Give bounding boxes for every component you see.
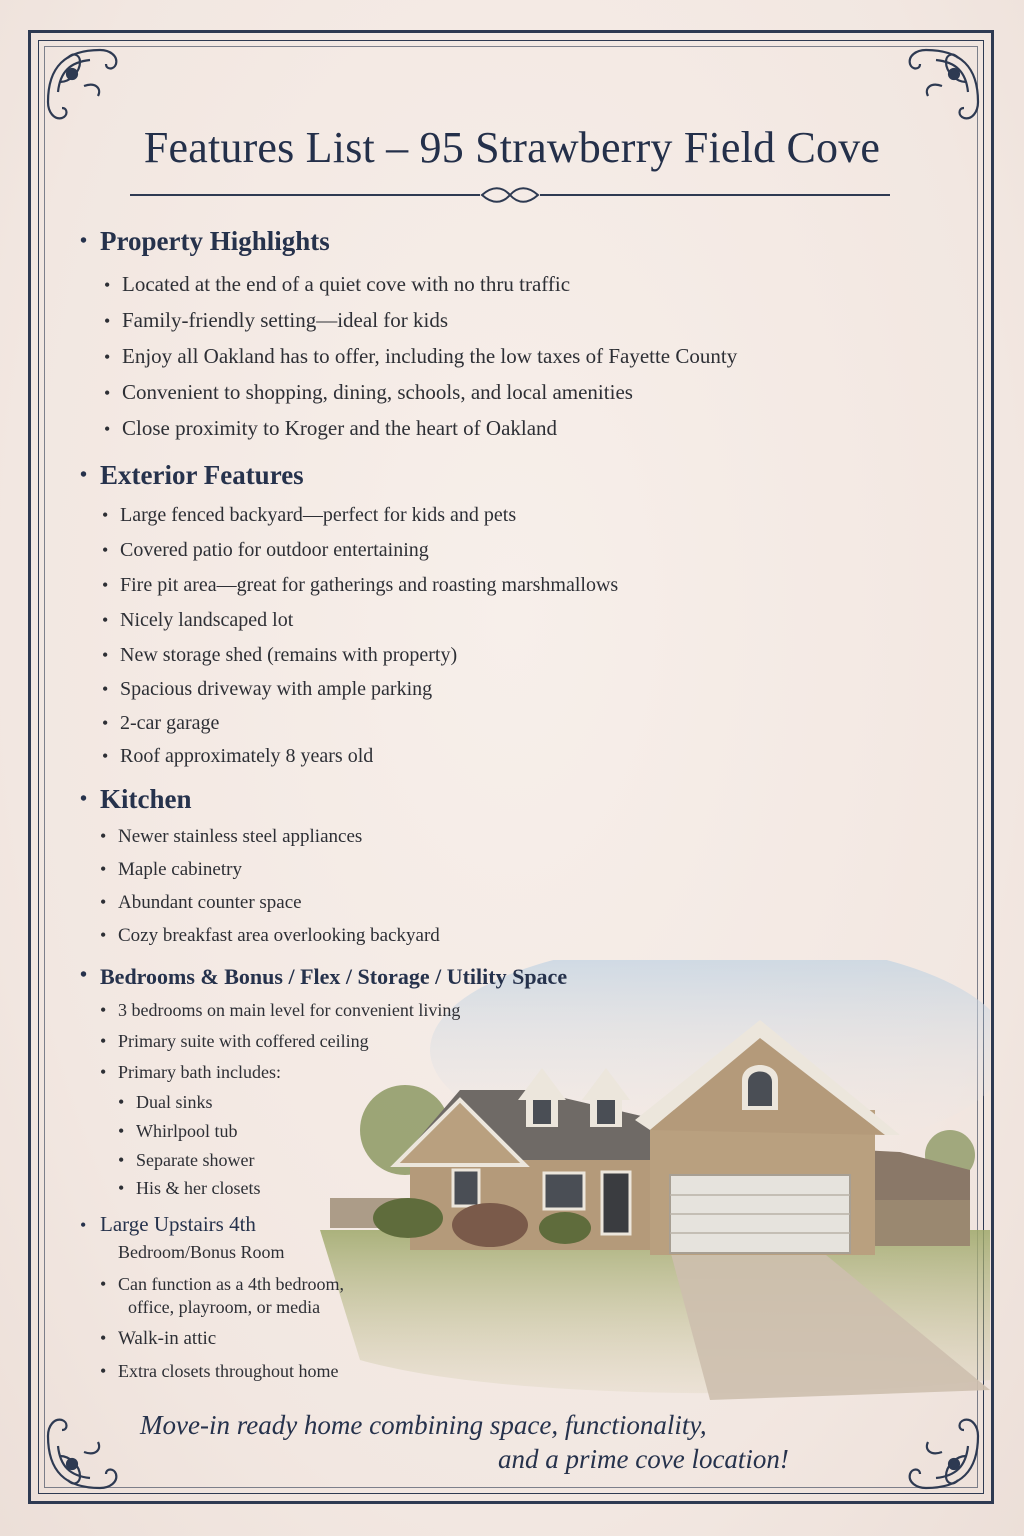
- list-item: • Walk-in attic: [100, 1328, 217, 1349]
- section-heading-kitchen: • Kitchen: [80, 784, 192, 814]
- corner-ornament-icon: [876, 1386, 986, 1496]
- section-heading-bedrooms: • Bedrooms & Bonus / Flex / Storage / Utility Space: [80, 964, 568, 989]
- list-item: • Nicely landscaped lot: [102, 609, 294, 631]
- house-illustration: [300, 960, 990, 1400]
- title-divider: [130, 184, 890, 206]
- list-item: • 2-car garage: [102, 712, 220, 734]
- list-item: • Spacious driveway with ample parking: [102, 678, 433, 700]
- list-item: • Primary suite with coffered ceiling: [100, 1031, 369, 1051]
- list-item: • Newer stainless steel appliances: [100, 826, 363, 847]
- sub-list-item: • Whirlpool tub: [118, 1121, 238, 1141]
- tagline-line1: Move-in ready home combining space, functionality,: [140, 1410, 707, 1440]
- list-item: • Close proximity to Kroger and the heart of Oakland: [104, 416, 558, 440]
- list-item: • Fire pit area—great for gatherings and roasting marshmallows: [102, 574, 619, 596]
- section-heading-upstairs: • Large Upstairs 4th: [80, 1212, 256, 1236]
- list-item: • Primary bath includes:: [100, 1062, 281, 1082]
- list-item: • Roof approximately 8 years old: [102, 745, 374, 767]
- section-heading-exterior: • Exterior Features: [80, 460, 304, 490]
- corner-ornament-icon: [40, 1386, 150, 1496]
- list-item: • Abundant counter space: [100, 892, 302, 913]
- list-item-continuation: office, playroom, or media: [128, 1297, 321, 1317]
- page-title: Features List – 95 Strawberry Field Cove: [143, 123, 881, 172]
- list-item: • Cozy breakfast area overlooking backyard: [100, 925, 440, 946]
- section-heading-highlights: • Property Highlights: [80, 226, 330, 256]
- tagline-line2: and a prime cove location!: [498, 1444, 789, 1474]
- list-item: • Convenient to shopping, dining, schools, and local amenities: [104, 380, 633, 404]
- sub-list-item: • Dual sinks: [118, 1092, 213, 1112]
- sub-list-item: • His & her closets: [118, 1178, 261, 1198]
- list-item: • Maple cabinetry: [100, 859, 242, 880]
- list-item: • Located at the end of a quiet cove with no thru traffic: [104, 272, 571, 296]
- list-item: • Covered patio for outdoor entertaining: [102, 539, 429, 561]
- list-item: • New storage shed (remains with property): [102, 644, 458, 666]
- list-item: • 3 bedrooms on main level for convenient living: [100, 1000, 461, 1020]
- section-heading-upstairs-line2: Bedroom/Bonus Room: [118, 1242, 285, 1262]
- sub-list-item: • Separate shower: [118, 1150, 255, 1170]
- list-item: • Extra closets throughout home: [100, 1361, 339, 1381]
- list-item: • Large fenced backyard—perfect for kids and pets: [102, 504, 517, 526]
- list-item: • Can function as a 4th bedroom,: [100, 1274, 344, 1294]
- list-item: • Family-friendly setting—ideal for kids: [104, 308, 449, 332]
- list-item: • Enjoy all Oakland has to offer, including the low taxes of Fayette County: [104, 344, 738, 368]
